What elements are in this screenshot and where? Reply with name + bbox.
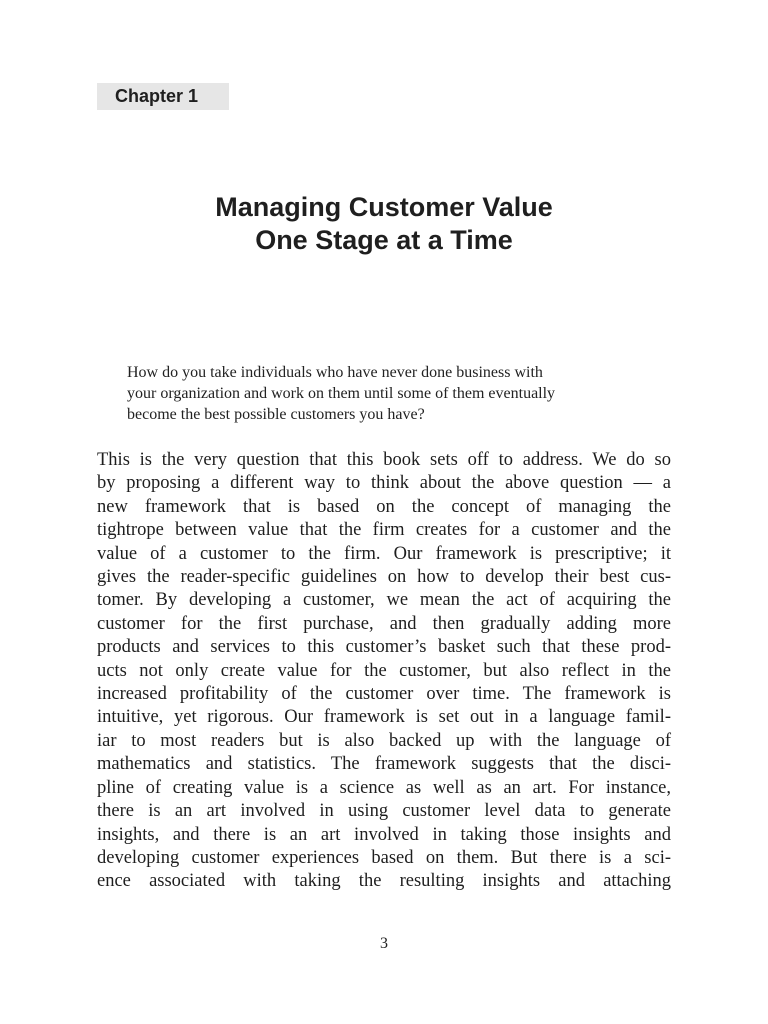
epigraph-line: How do you take individuals who have never done business with bbox=[127, 364, 543, 381]
chapter-title-line-1: Managing Customer Value bbox=[215, 192, 553, 222]
body-line: value of a customer to the firm. Our framework is prescriptive; it bbox=[97, 543, 671, 564]
chapter-title-line-2: One Stage at a Time bbox=[255, 225, 513, 255]
body-line: intuitive, yet rigorous. Our framework is set out in a language famil- bbox=[97, 707, 671, 728]
body-line: tomer. By developing a customer, we mean the act of acquiring the bbox=[97, 590, 671, 611]
body-line: new framework that is based on the concept of managing the bbox=[97, 496, 671, 517]
body-line: ucts not only create value for the customer, but also reflect in the bbox=[97, 660, 671, 681]
body-line: mathematics and statistics. The framework suggests that the disci- bbox=[97, 754, 671, 775]
epigraph-line: your organization and work on them until some of them eventually bbox=[127, 385, 556, 402]
body-line: gives the reader-specific guidelines on how to develop their best cus- bbox=[97, 567, 671, 588]
body-line: tightrope between value that the firm creates for a customer and the bbox=[97, 520, 671, 541]
epigraph-line: become the best possible customers you have? bbox=[127, 406, 425, 423]
body-paragraph bbox=[97, 449, 671, 894]
body-line: by proposing a different way to think about the above question — a bbox=[97, 473, 671, 494]
body-line: iar to most readers but is also backed up with the language of bbox=[97, 730, 671, 751]
epigraph bbox=[127, 362, 657, 425]
body-line: there is an art involved in using customer level data to generate bbox=[97, 801, 671, 822]
body-line: developing customer experiences based on them. But there is a sci- bbox=[97, 847, 671, 868]
body-line: customer for the first purchase, and then gradually adding more bbox=[97, 613, 671, 634]
body-line: products and services to this customer’s basket such that these prod- bbox=[97, 637, 671, 658]
body-line: increased profitability of the customer over time. The framework is bbox=[97, 684, 671, 705]
chapter-label: Chapter 1 bbox=[97, 83, 229, 110]
body-line: ence associated with taking the resulting insights and attaching bbox=[97, 871, 671, 892]
body-line: pline of creating value is a science as well as an art. For instance, bbox=[97, 777, 671, 798]
page-number: 3 bbox=[380, 935, 388, 952]
chapter-title bbox=[97, 191, 671, 257]
body-line: insights, and there is an art involved in taking those insights and bbox=[97, 824, 671, 845]
body-line: This is the very question that this book sets off to address. We do so bbox=[97, 450, 671, 470]
